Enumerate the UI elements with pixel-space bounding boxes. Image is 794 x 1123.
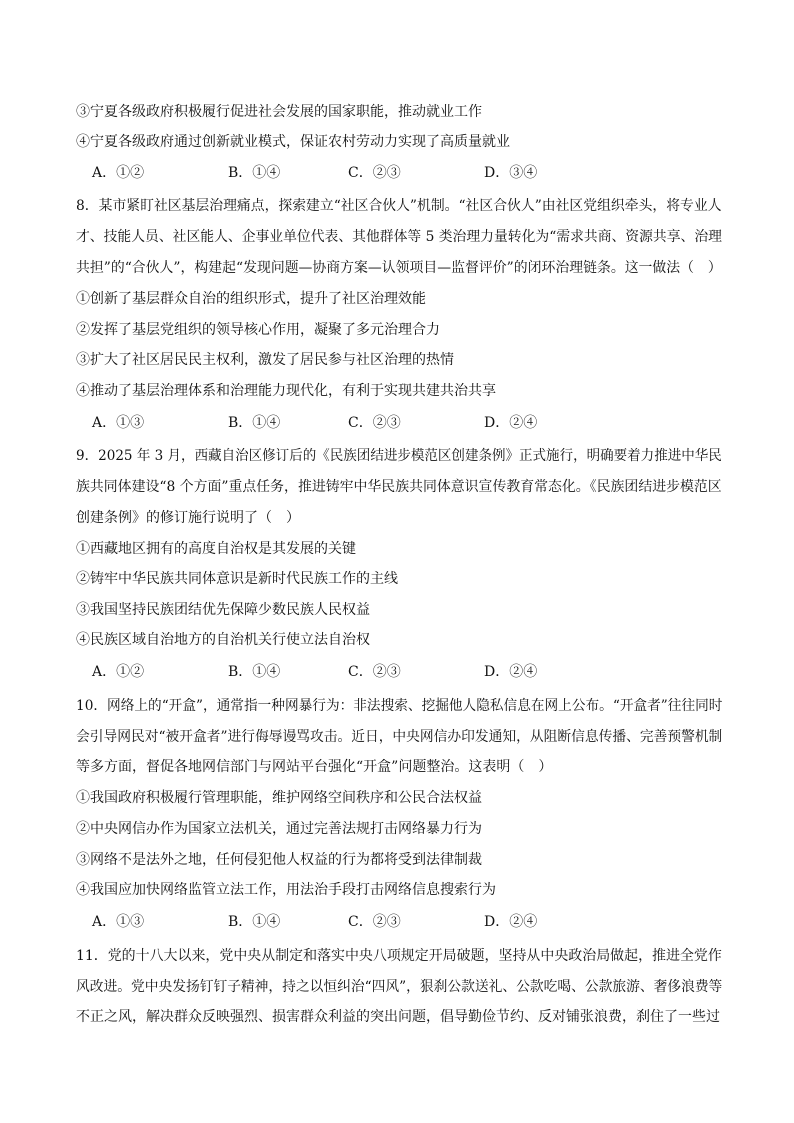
q9-statement-3: ③我国坚持民族团结优先保障少数民族人民权益 bbox=[76, 602, 370, 618]
q10-stem-line-3: 等多方面，督促各地网信部门与网站平台强化“开盒”问题整治。这表明（ ） bbox=[76, 759, 553, 775]
q10-option-a[interactable]: A．①③ bbox=[92, 914, 145, 930]
q11-stem-line-1: 11．党的十八大以来，党中央从制定和落实中央八项规定开局破题，坚持从中央政治局做起，推进全党作 bbox=[76, 948, 722, 964]
q7-option-c[interactable]: C．②③ bbox=[348, 165, 401, 181]
q9-statement-4: ④民族区域自治地方的自治机关行使立法自治权 bbox=[76, 632, 370, 648]
q10-option-d[interactable]: D．②④ bbox=[484, 914, 538, 930]
q8-option-d[interactable]: D．②④ bbox=[484, 415, 538, 431]
q8-statement-1: ①创新了基层群众自治的组织形式，提升了社区治理效能 bbox=[76, 291, 426, 307]
q7-option-a[interactable]: A．①② bbox=[92, 165, 145, 181]
q8-statement-3: ③扩大了社区居民民主权利，激发了居民参与社区治理的热情 bbox=[76, 352, 454, 368]
q10-statement-2: ②中央网信办作为国家立法机关，通过完善法规打击网络暴力行为 bbox=[76, 821, 482, 837]
q9-option-c[interactable]: C．②③ bbox=[348, 664, 401, 680]
q9-stem-line-2: 族共同体建设“8 个方面”重点任务，推进铸牢中华民族共同体意识宣传教育常态化。《民族团结进步模范区 bbox=[76, 479, 722, 495]
q10-statement-3: ③网络不是法外之地，任何侵犯他人权益的行为都将受到法律制裁 bbox=[76, 852, 482, 868]
q9-stem-line-1: 9．2025 年 3 月，西藏自治区修订后的《民族团结进步模范区创建条例》正式施行，明确要着力推进中华民 bbox=[76, 448, 722, 464]
q7-option-b[interactable]: B．①④ bbox=[228, 165, 281, 181]
q7-statement-3: ③宁夏各级政府积极履行促进社会发展的国家职能，推动就业工作 bbox=[76, 104, 482, 120]
q9-statement-2: ②铸牢中华民族共同体意识是新时代民族工作的主线 bbox=[76, 571, 398, 587]
q8-option-b[interactable]: B．①④ bbox=[228, 415, 281, 431]
q9-option-b[interactable]: B．①④ bbox=[228, 664, 281, 680]
q8-option-a[interactable]: A．①③ bbox=[92, 415, 145, 431]
q8-stem-line-2: 才、技能人员、社区能人、企事业单位代表、其他群体等 5 类治理力量转化为“需求共商、资源共享、治理 bbox=[76, 229, 722, 245]
q7-option-d[interactable]: D．③④ bbox=[484, 165, 538, 181]
q10-statement-1: ①我国政府积极履行管理职能，维护网络空间秩序和公民合法权益 bbox=[76, 790, 482, 806]
q10-option-c[interactable]: C．②③ bbox=[348, 914, 401, 930]
q7-statement-4: ④宁夏各级政府通过创新就业模式，保证农村劳动力实现了高质量就业 bbox=[76, 134, 510, 150]
q8-option-c[interactable]: C．②③ bbox=[348, 415, 401, 431]
q10-stem-line-2: 会引导网民对“被开盒者”进行侮辱谩骂攻击。近日，中央网信办印发通知，从阻断信息传播、完善预警机制 bbox=[76, 729, 723, 745]
q10-stem-line-1: 10．网络上的“开盒”，通常指一种网暴行为：非法搜索、挖掘他人隐私信息在网上公布。“开盒者”往往同时 bbox=[76, 698, 723, 714]
q8-statement-4: ④推动了基层治理体系和治理能力现代化，有利于实现共建共治共享 bbox=[76, 383, 496, 399]
q9-option-d[interactable]: D．②④ bbox=[484, 664, 538, 680]
q8-statement-2: ②发挥了基层党组织的领导核心作用，凝聚了多元治理合力 bbox=[76, 322, 440, 338]
q8-stem-line-3: 共担”的“合伙人”，构建起“发现问题—协商方案—认领项目—监督评价”的闭环治理链条。这一做法（ ） bbox=[76, 260, 722, 276]
q11-stem-line-3: 不正之风，解决群众反映强烈、损害群众利益的突出问题，倡导勤俭节约、反对铺张浪费，刹住了一些过 bbox=[76, 1009, 720, 1025]
q11-stem-line-2: 风改进。党中央发扬钉钉子精神，持之以恒纠治“四风”，狠刹公款送礼、公款吃喝、公款旅游、奢侈浪费等 bbox=[76, 979, 723, 995]
q8-stem-line-1: 8．某市紧盯社区基层治理痛点，探索建立“社区合伙人”机制。“社区合伙人”由社区党组织牵头，将专业人 bbox=[76, 198, 722, 214]
q9-option-a[interactable]: A．①② bbox=[92, 664, 145, 680]
q10-option-b[interactable]: B．①④ bbox=[228, 914, 281, 930]
q9-statement-1: ①西藏地区拥有的高度自治权是其发展的关键 bbox=[76, 541, 356, 557]
q9-stem-line-3: 创建条例》的修订施行说明了（ ） bbox=[76, 510, 300, 526]
q10-statement-4: ④我国应加快网络监管立法工作，用法治手段打击网络信息搜索行为 bbox=[76, 882, 496, 898]
